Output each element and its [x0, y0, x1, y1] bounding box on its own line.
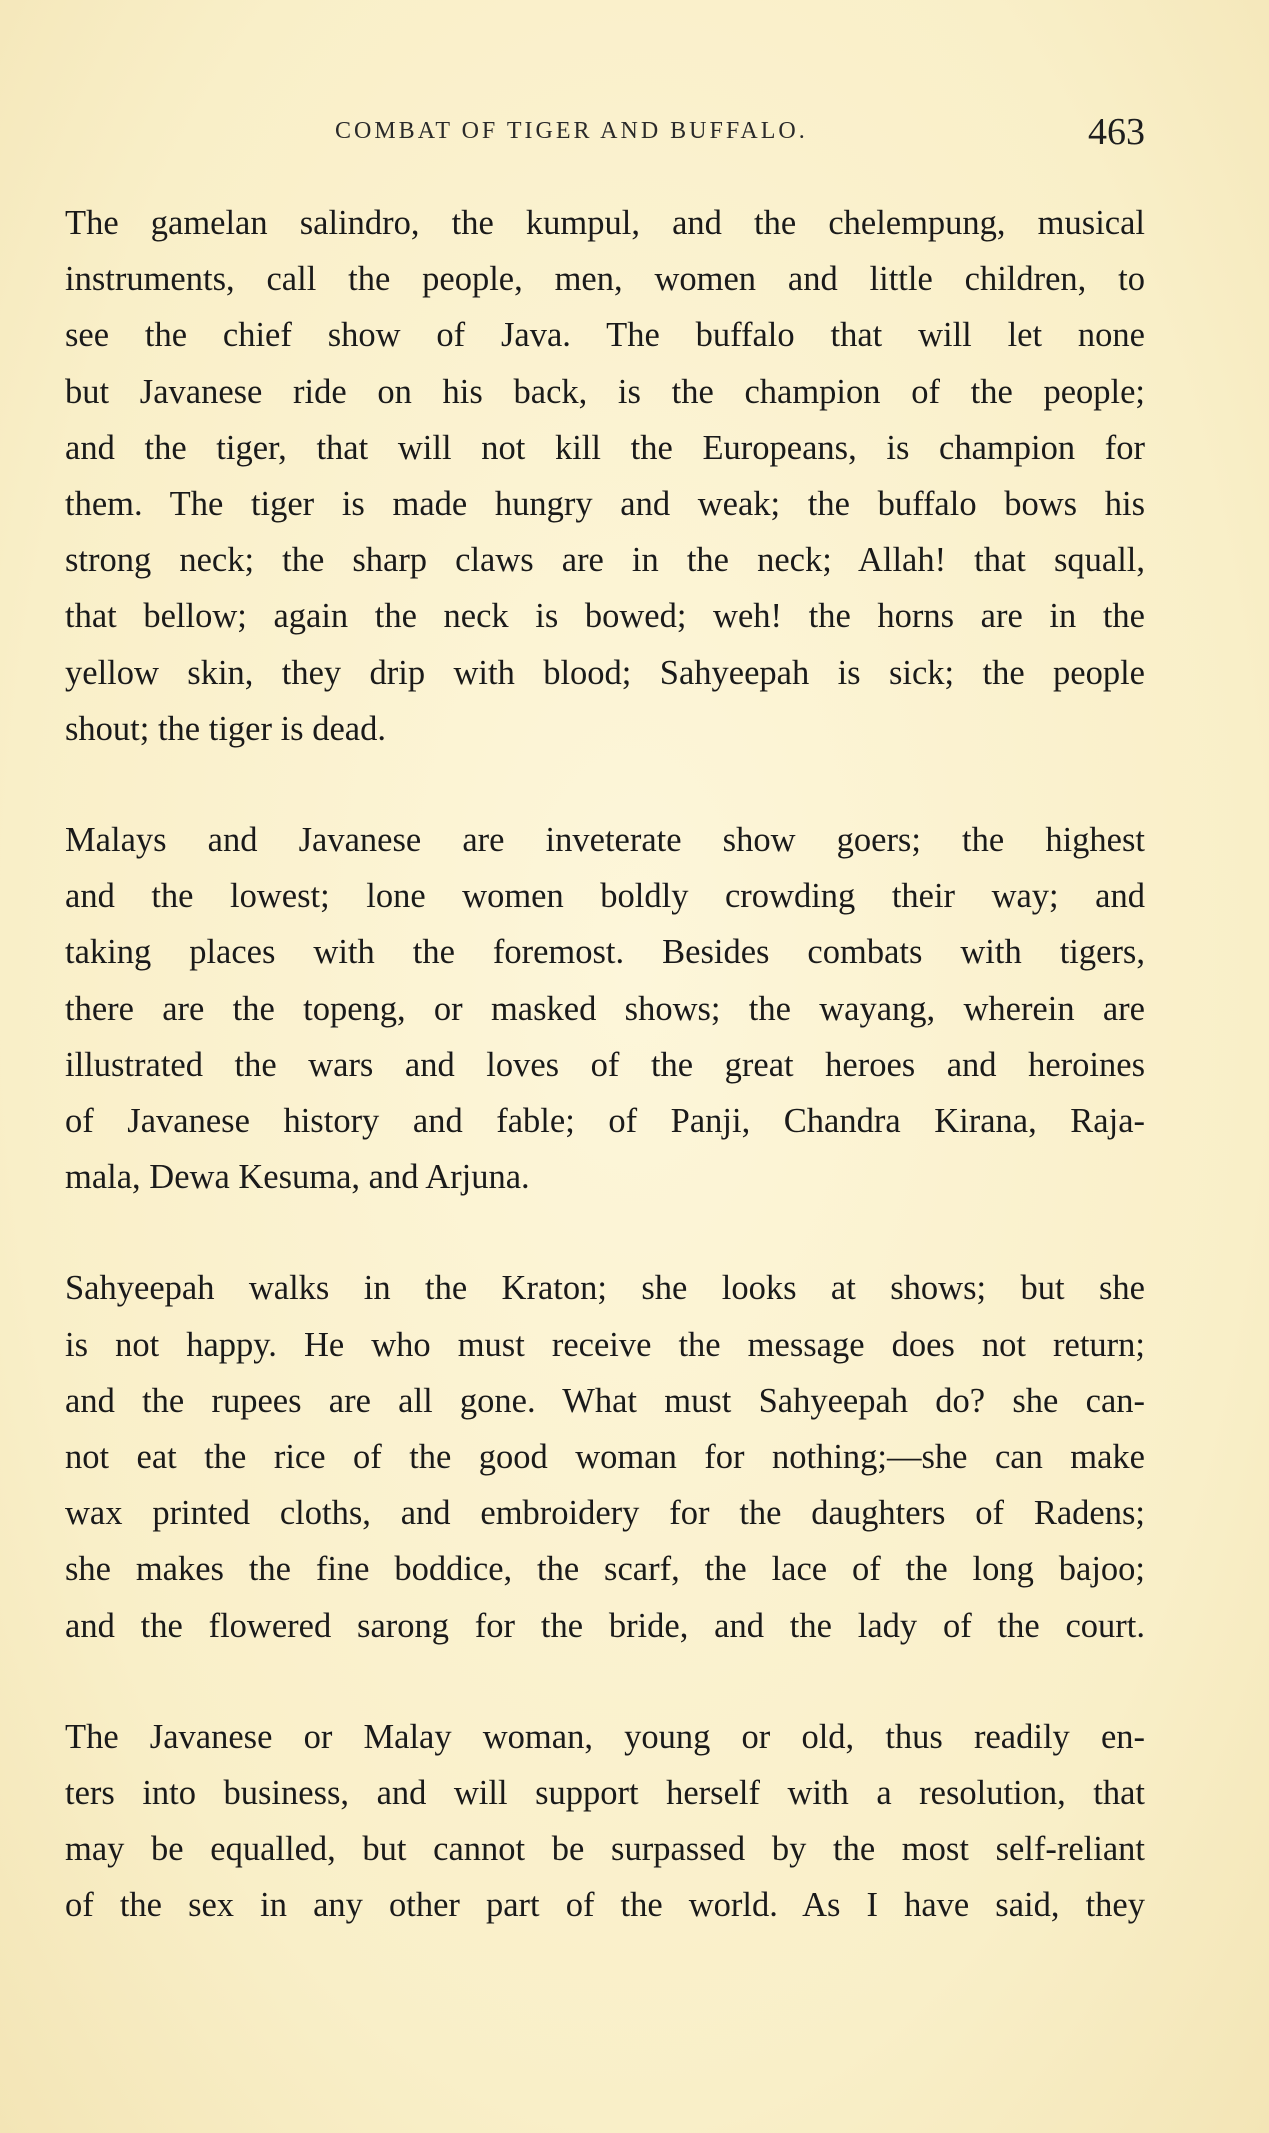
- body-text: [65, 195, 1145, 1934]
- text-line: instruments, call the people, men, women and little children, to: [65, 260, 1145, 299]
- text-line: there are the topeng, or masked shows; the wayang, wherein are: [65, 989, 1145, 1028]
- text-line: strong neck; the sharp claws are in the neck; Allah! that squall,: [65, 541, 1145, 580]
- text-line: Malays and Javanese are inveterate show goers; the highest: [65, 821, 1145, 860]
- text-line: and the rupees are all gone. What must Sahyeepah do? she can-: [65, 1381, 1145, 1420]
- running-head: COMBAT OF TIGER AND BUFFALO.: [335, 118, 808, 144]
- text-line: see the chief show of Java. The buffalo that will let none: [65, 316, 1145, 355]
- text-line: wax printed cloths, and embroidery for the daughters of Radens;: [65, 1494, 1145, 1533]
- text-line: that bellow; again the neck is bowed; weh! the horns are in the: [65, 597, 1145, 636]
- text-line: and the lowest; lone women boldly crowding their way; and: [65, 877, 1145, 916]
- text-line: is not happy. He who must receive the message does not return;: [65, 1325, 1145, 1364]
- paragraph: [65, 195, 1145, 757]
- text-line: but Javanese ride on his back, is the champion of the people;: [65, 372, 1145, 411]
- text-line: Sahyeepah walks in the Kraton; she looks at shows; but she: [65, 1269, 1145, 1308]
- text-line: and the flowered sarong for the bride, and the lady of the court.: [65, 1606, 1145, 1645]
- text-line: mala, Dewa Kesuma, and Arjuna.: [65, 1158, 530, 1197]
- page-header: [65, 110, 1145, 160]
- text-line: may be equalled, but cannot be surpassed by the most self-reliant: [65, 1830, 1145, 1869]
- text-line: she makes the fine boddice, the scarf, the lace of the long bajoo;: [65, 1550, 1145, 1589]
- text-line: The gamelan salindro, the kumpul, and the chelempung, musical: [65, 204, 1145, 242]
- text-line: shout; the tiger is dead.: [65, 709, 386, 748]
- paragraph: [65, 812, 1145, 1205]
- text-line: of Javanese history and fable; of Panji, Chandra Kirana, Raja-: [65, 1102, 1145, 1141]
- text-line: them. The tiger is made hungry and weak; the buffalo bows his: [65, 485, 1145, 524]
- text-line: taking places with the foremost. Besides combats with tigers,: [65, 933, 1145, 972]
- text-line: of the sex in any other part of the world. As I have said, they: [65, 1886, 1145, 1925]
- paragraph: [65, 1709, 1145, 1934]
- text-line: yellow skin, they drip with blood; Sahyeepah is sick; the people: [65, 653, 1145, 692]
- text-line: illustrated the wars and loves of the great heroes and heroines: [65, 1045, 1145, 1084]
- text-line: and the tiger, that will not kill the Europeans, is champion for: [65, 428, 1145, 467]
- text-line: The Javanese or Malay woman, young or old, thus readily en-: [65, 1717, 1145, 1756]
- page-number: 463: [1088, 111, 1145, 153]
- text-line: not eat the rice of the good woman for nothing;—she can make: [65, 1438, 1145, 1477]
- paragraph: [65, 1260, 1145, 1653]
- text-line: ters into business, and will support herself with a resolution, that: [65, 1774, 1145, 1813]
